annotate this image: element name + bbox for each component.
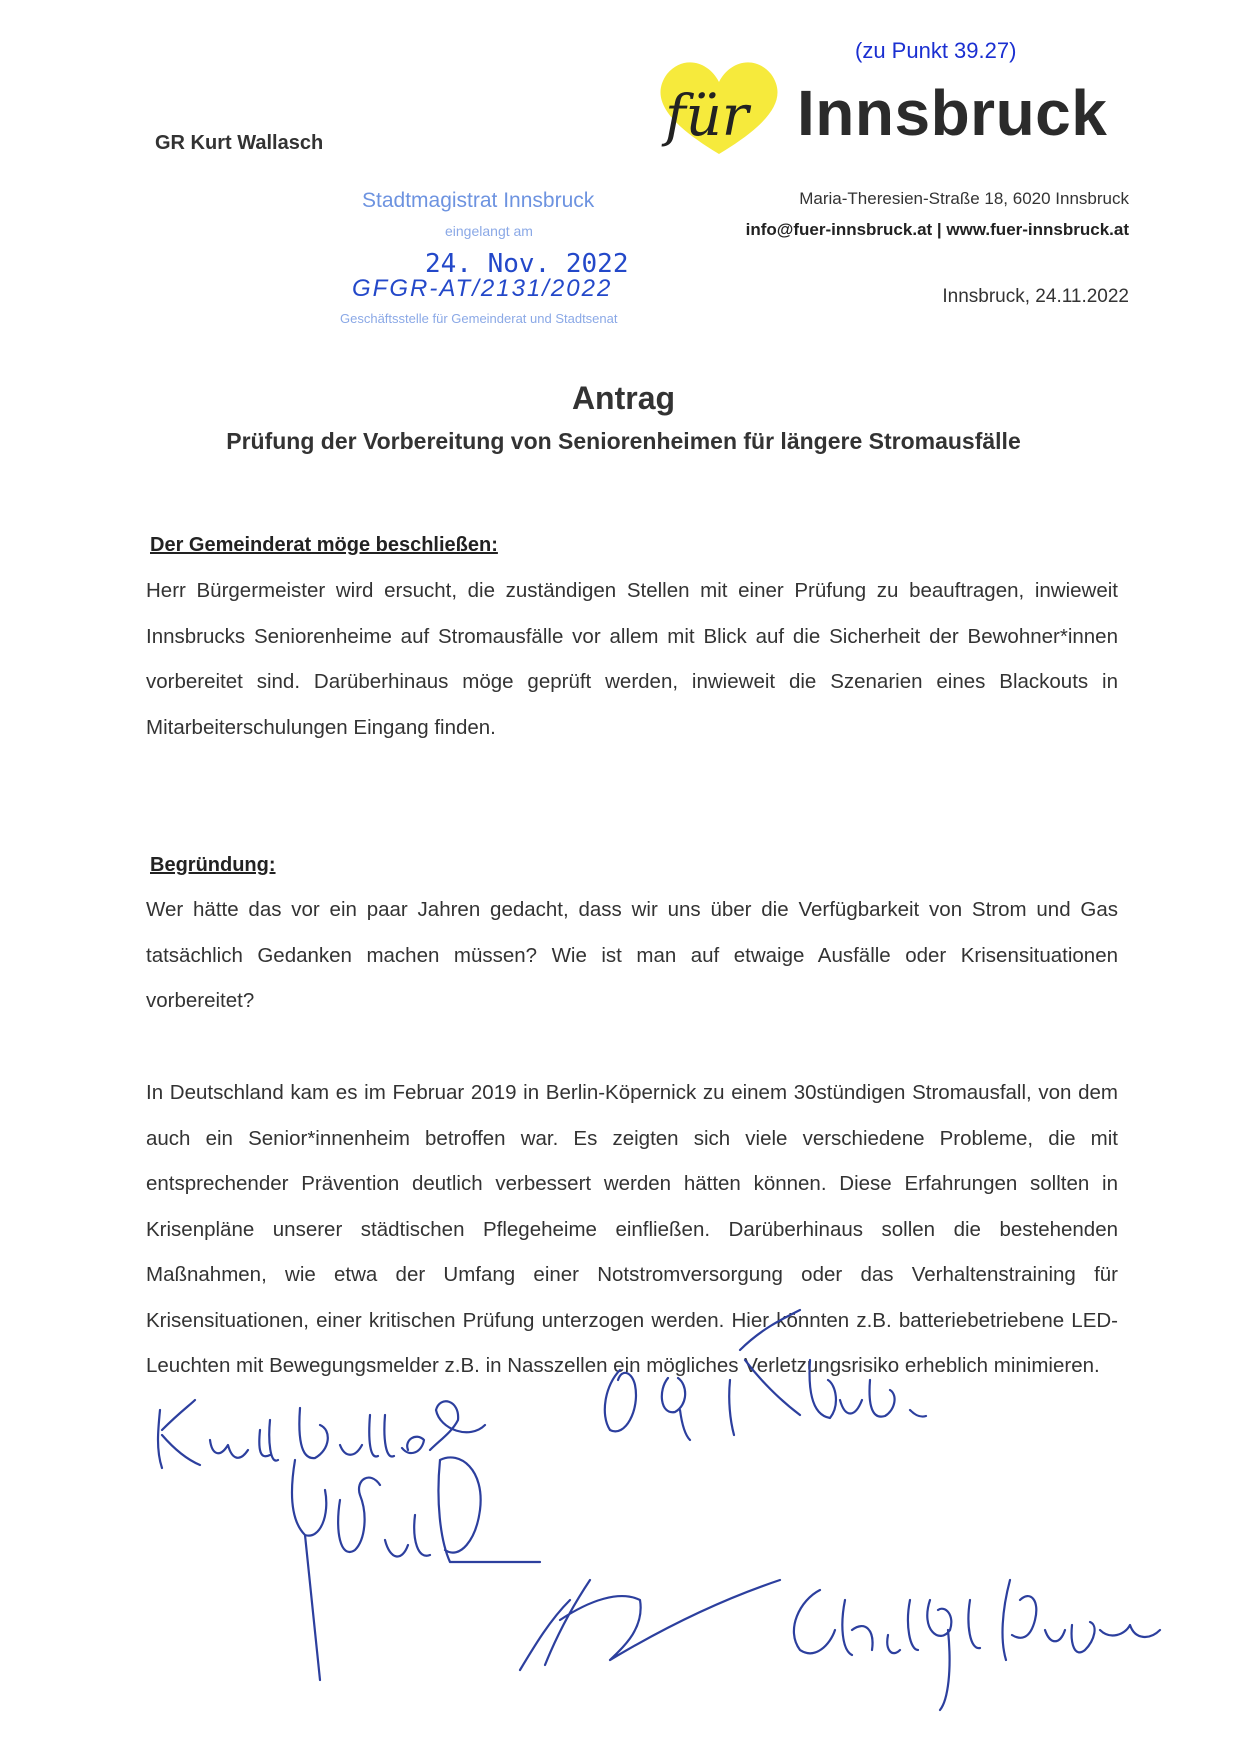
agenda-reference: (zu Punkt 39.27) bbox=[855, 38, 1017, 63]
received-stamp bbox=[340, 185, 660, 335]
logo-city-text: Innsbruck bbox=[797, 77, 1108, 149]
contact-info: info@fuer-innsbruck.at | www.fuer-innsbruck.at bbox=[745, 220, 1129, 239]
stamp-received-label: eingelangt am bbox=[445, 223, 533, 239]
motion-heading: Der Gemeinderat möge beschließen: bbox=[150, 534, 498, 556]
motion-text: Herr Bürgermeister wird ersucht, die zuständigen Stellen mit einer Prüfung zu beauftragen, inwieweit Innsbrucks Seniorenheime auf Stromausfälle vor allem mit Blick auf die Sicherheit der Bewohner*innen vorbereitet sind. Darüberhinaus möge geprüft werden, inwieweit die Szenarien eines Blackouts in Mitarbeiterschulungen Eingang finden. bbox=[146, 579, 1118, 739]
stamp-file-number: GFGR-AT/2131/2022 bbox=[352, 275, 613, 302]
document-title: Antrag bbox=[571, 380, 676, 416]
justification-paragraph-1: Wer hätte das vor ein paar Jahren gedacht, dass wir uns über die Verfügbarkeit von Strom und Gas tatsächlich Gedanken machen müssen? Wie ist man auf etwaige Ausfälle oder Krisensituationen vorbereitet? bbox=[146, 898, 1118, 1012]
stamp-date: 24. Nov. 2022 bbox=[425, 249, 629, 279]
address: Maria-Theresien-Straße 18, 6020 Innsbruck bbox=[799, 189, 1129, 208]
stamp-department: Geschäftsstelle für Gemeinderat und Stadtsenat bbox=[340, 311, 618, 326]
handwritten-signatures bbox=[140, 1300, 1200, 1740]
stamp-office: Stadtmagistrat Innsbruck bbox=[362, 189, 595, 212]
document-date: Innsbruck, 24.11.2022 bbox=[942, 286, 1129, 307]
justification-paragraph-2: In Deutschland kam es im Februar 2019 in Berlin-Köpernick zu einem 30stündigen Stromausfall, von dem auch ein Senior*innenheim betroffen war. Es zeigten sich viele verschiedene Probleme, die mit entsprechender Prävention deutlich verbessert werden hätten können. Diese Erfahrungen sollten in Krisenpläne unserer städtischen Pflegeheime einfließen. Darüberhinaus sollen die bestehenden Maßnahmen, wie etwa der Umfang einer Notstromversorgung oder das Verhaltenstraining für Krisensituationen, einer kritischen Prüfung unterzogen werden. Hier könnten z.B. batteriebetriebene LED-Leuchten mit Bewegungsmelder z.B. in Nasszellen ein mögliches Verletzungsrisiko erheblich minimieren. bbox=[146, 1081, 1118, 1377]
document-subtitle: Prüfung der Vorbereitung von Seniorenheimen für längere Stromausfälle bbox=[226, 428, 1021, 454]
author-name: GR Kurt Wallasch bbox=[155, 132, 324, 154]
logo-fuer-text: für bbox=[665, 84, 749, 149]
justification-heading: Begründung: bbox=[150, 854, 276, 876]
party-logo bbox=[655, 50, 1135, 160]
